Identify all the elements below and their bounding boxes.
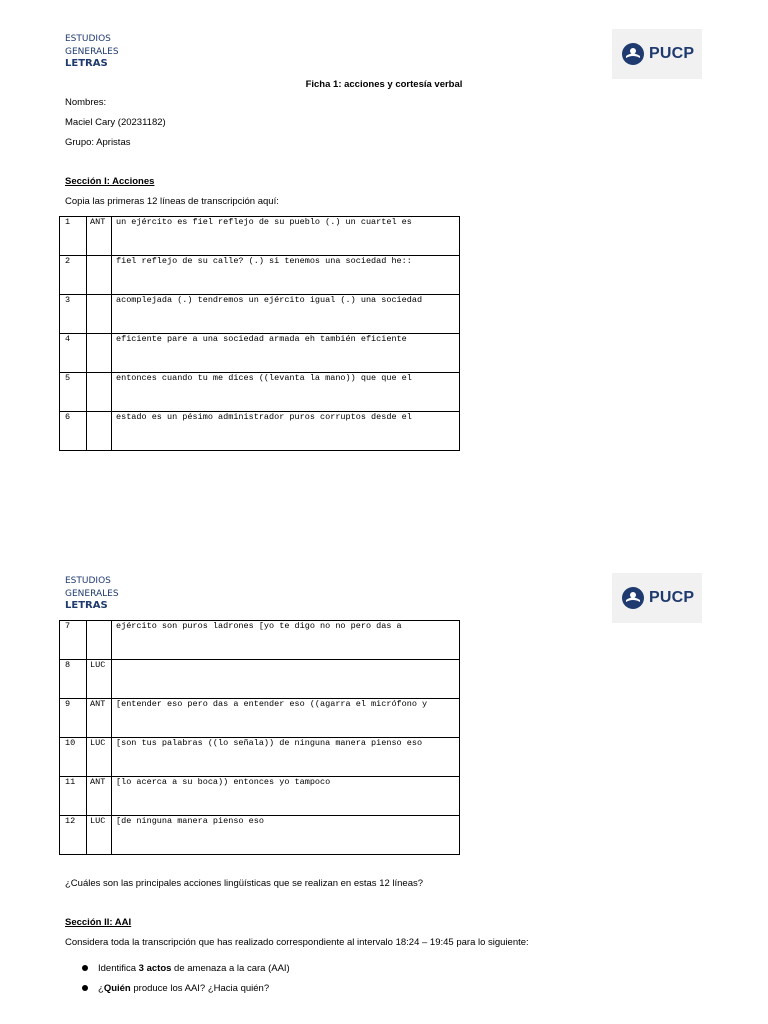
table-row bbox=[60, 373, 460, 412]
transcript-text-cell: eficiente pare a una sociedad armada eh también eficiente bbox=[112, 334, 460, 373]
pucp-emblem-icon bbox=[621, 42, 645, 66]
section-2-instruction: Considera toda la transcripción que has realizado correspondiente al intervalo 18:24 – 19:45 para lo siguiente: bbox=[65, 937, 529, 948]
transcription-table-page-1 bbox=[59, 216, 460, 451]
logo-line-letras: LETRAS bbox=[65, 600, 108, 611]
speaker-cell: ANT bbox=[87, 699, 112, 738]
line-number-cell: 8 bbox=[60, 660, 87, 699]
list-item bbox=[80, 982, 290, 1002]
line-number-cell: 7 bbox=[60, 621, 87, 660]
pucp-logo-text: PUCP bbox=[649, 45, 695, 62]
line-number-cell: 4 bbox=[60, 334, 87, 373]
line-number-cell: 5 bbox=[60, 373, 87, 412]
speaker-cell bbox=[87, 373, 112, 412]
transcript-text-cell bbox=[112, 660, 460, 699]
transcript-text-cell: un ejército es fiel reflejo de su pueblo (.) un cuartel es bbox=[112, 217, 460, 256]
group-name: Grupo: Apristas bbox=[65, 137, 131, 148]
table-row bbox=[60, 777, 460, 816]
speaker-cell: ANT bbox=[87, 217, 112, 256]
section-1-heading: Sección I: Acciones bbox=[65, 176, 155, 187]
bullet-text: ¿ bbox=[98, 983, 104, 994]
table-row bbox=[60, 412, 460, 451]
table-row bbox=[60, 660, 460, 699]
table-row bbox=[60, 295, 460, 334]
line-number-cell: 12 bbox=[60, 816, 87, 855]
section-1-question: ¿Cuáles son las principales acciones lingüísticas que se realizan en estas 12 líneas? bbox=[65, 878, 424, 889]
table-row bbox=[60, 699, 460, 738]
speaker-cell bbox=[87, 295, 112, 334]
transcript-text-cell: acomplejada (.) tendremos un ejército igual (.) una sociedad bbox=[112, 295, 460, 334]
names-label: Nombres: bbox=[65, 97, 107, 108]
speaker-cell bbox=[87, 334, 112, 373]
line-number-cell: 1 bbox=[60, 217, 87, 256]
transcript-text-cell: [son tus palabras ((lo señala)) de ninguna manera pienso eso bbox=[112, 738, 460, 777]
list-item bbox=[80, 962, 290, 982]
speaker-cell bbox=[87, 256, 112, 295]
bullet-bold-text: 3 actos bbox=[138, 963, 172, 974]
speaker-cell bbox=[87, 412, 112, 451]
letras-logo bbox=[65, 33, 119, 71]
table-row bbox=[60, 256, 460, 295]
table-row bbox=[60, 217, 460, 256]
speaker-cell: LUC bbox=[87, 738, 112, 777]
line-number-cell: 11 bbox=[60, 777, 87, 816]
bullet-dot-icon bbox=[82, 985, 88, 991]
transcript-text-cell: [lo acerca a su boca)) entonces yo tampoco bbox=[112, 777, 460, 816]
bullet-text: produce los AAI? ¿Hacia quién? bbox=[130, 983, 270, 994]
letras-logo bbox=[65, 575, 119, 613]
pucp-emblem-icon bbox=[621, 586, 645, 610]
bullet-dot-icon bbox=[82, 965, 88, 971]
transcript-text-cell: ejército son puros ladrones [yo te digo no no pero das a bbox=[112, 621, 460, 660]
bullet-text: Identifica bbox=[98, 963, 139, 974]
bullet-bold-text: Quién bbox=[103, 983, 131, 994]
line-number-cell: 9 bbox=[60, 699, 87, 738]
logo-line-generales: GENERALES bbox=[65, 588, 119, 599]
pucp-logo-text: PUCP bbox=[649, 589, 695, 606]
transcript-text-cell: [de ninguna manera pienso eso bbox=[112, 816, 460, 855]
transcript-text-cell: estado es un pésimo administrador puros corruptos desde el bbox=[112, 412, 460, 451]
line-number-cell: 10 bbox=[60, 738, 87, 777]
logo-line-estudios: ESTUDIOS bbox=[65, 34, 111, 44]
document-title: Ficha 1: acciones y cortesía verbal bbox=[305, 79, 463, 90]
section-2-bullet-list bbox=[80, 962, 290, 1002]
logo-line-estudios: ESTUDIOS bbox=[65, 576, 111, 586]
transcript-text-cell: [entender eso pero das a entender eso ((agarra el micrófono y bbox=[112, 699, 460, 738]
table-row bbox=[60, 738, 460, 777]
line-number-cell: 3 bbox=[60, 295, 87, 334]
line-number-cell: 6 bbox=[60, 412, 87, 451]
pucp-logo bbox=[612, 573, 702, 623]
table-row bbox=[60, 334, 460, 373]
transcript-text-cell: fiel reflejo de su calle? (.) si tenemos una sociedad he:: bbox=[112, 256, 460, 295]
transcript-text-cell: entonces cuando tu me dices ((levanta la mano)) que que el bbox=[112, 373, 460, 412]
section-1-instruction: Copia las primeras 12 líneas de transcripción aquí: bbox=[65, 196, 279, 207]
section-2-heading: Sección II: AAI bbox=[65, 917, 132, 928]
names-value: Maciel Cary (20231182) bbox=[65, 117, 166, 128]
bullet-text: de amenaza a la cara (AAI) bbox=[171, 963, 290, 974]
transcription-table-page-2 bbox=[59, 620, 460, 855]
speaker-cell: ANT bbox=[87, 777, 112, 816]
speaker-cell bbox=[87, 621, 112, 660]
pucp-logo bbox=[612, 29, 702, 79]
logo-line-letras: LETRAS bbox=[65, 58, 108, 69]
logo-line-generales: GENERALES bbox=[65, 46, 119, 57]
table-row bbox=[60, 621, 460, 660]
speaker-cell: LUC bbox=[87, 660, 112, 699]
table-row bbox=[60, 816, 460, 855]
line-number-cell: 2 bbox=[60, 256, 87, 295]
speaker-cell: LUC bbox=[87, 816, 112, 855]
